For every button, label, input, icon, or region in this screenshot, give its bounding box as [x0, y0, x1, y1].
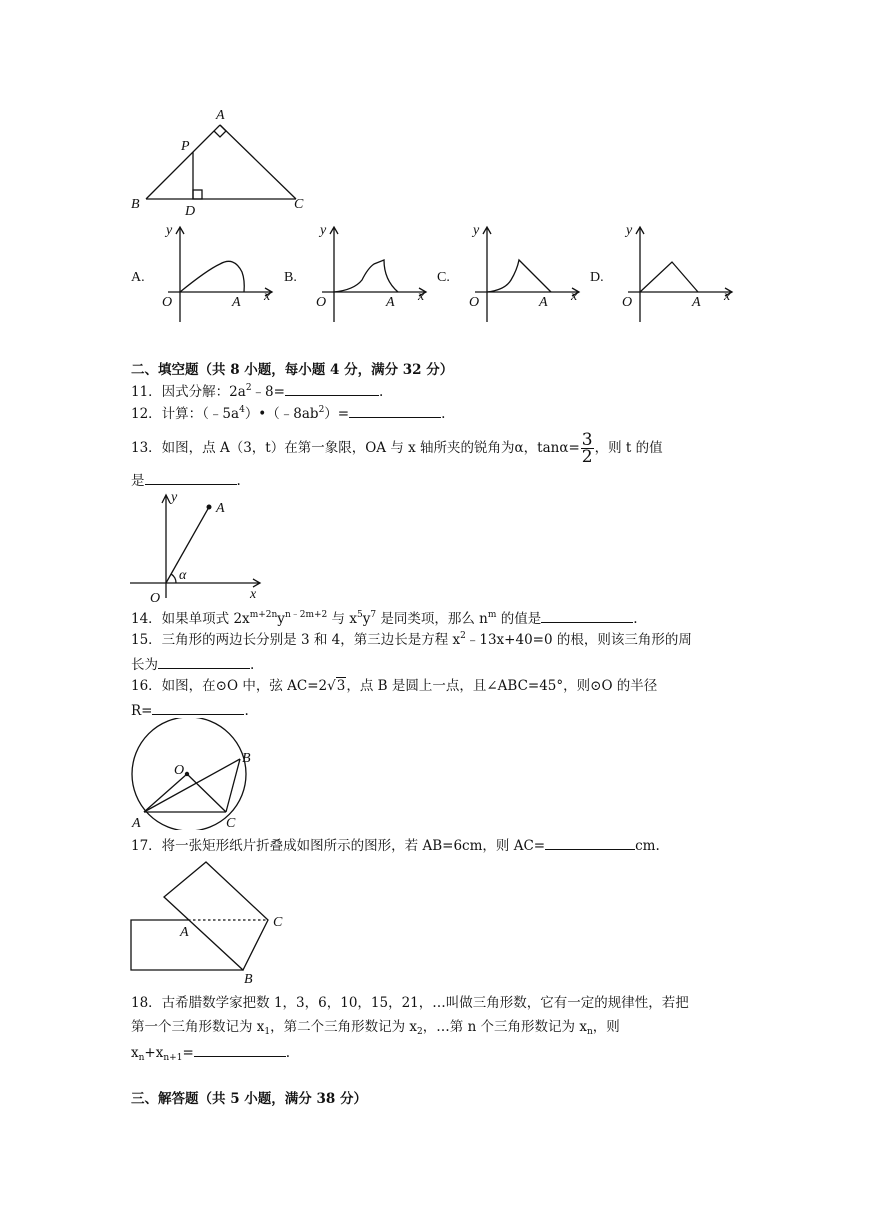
q18-l3-sub2: n+1	[163, 1053, 183, 1063]
question-13-line2	[131, 470, 241, 490]
x-axis-label: x	[724, 289, 731, 304]
q14-sup1: m+2n	[249, 610, 278, 620]
question-14	[131, 608, 638, 628]
alpha-label: α	[179, 568, 187, 583]
q14-mid3: y	[362, 611, 371, 627]
question-18	[131, 994, 689, 1012]
q14-blank	[541, 608, 633, 623]
y-axis-label: y	[626, 223, 633, 238]
y-axis-label: y	[473, 223, 480, 238]
option-b-graph	[306, 222, 431, 324]
origin-label: O	[622, 295, 633, 310]
q13-den: 2	[581, 447, 593, 467]
y-axis-label: y	[171, 490, 178, 505]
option-c-graph	[459, 222, 584, 324]
q13-line2: 是	[131, 473, 145, 489]
x-axis-label: x	[418, 289, 425, 304]
q14-mid5: 的值是	[496, 611, 542, 627]
q15-blank	[158, 654, 250, 669]
y-axis-label: y	[320, 223, 327, 238]
section-3-title: 三、解答题（共 5 小题，满分 38 分）	[131, 1091, 367, 1107]
q11-post: .	[378, 384, 384, 400]
y-axis-label: y	[166, 223, 173, 238]
q18-l3b: +x	[144, 1045, 164, 1061]
point-a-label: A	[180, 925, 189, 940]
q14-sup5: m	[487, 610, 497, 620]
q11-mid: ﹣8=	[251, 384, 285, 400]
question-15	[131, 631, 692, 649]
q14-text: 14．如果单项式 2x	[131, 611, 250, 627]
question-15-line2	[131, 654, 254, 674]
q12-text: 12．计算：（﹣5a	[131, 406, 240, 422]
q14-mid4: 是同类项，那么 n	[376, 611, 488, 627]
q18-line1: 18．古希腊数学家把数 1，3，6，10，15，21，…叫做三角形数，它有一定的规律性，若把	[131, 995, 689, 1011]
section-2-title: 二、填空题（共 8 小题，每小题 4 分，满分 32 分）	[131, 362, 454, 378]
question-18-line2	[131, 1018, 620, 1036]
q12-end: ）=	[324, 406, 350, 422]
q18-blank	[194, 1042, 286, 1057]
label-b: B	[131, 197, 140, 212]
q14-sup4: 7	[370, 610, 377, 620]
q16-line2: R=	[131, 703, 153, 719]
q18-sub1: 1	[264, 1027, 271, 1037]
q12-sup1: 4	[239, 405, 245, 415]
q13-blank	[145, 470, 237, 485]
point-a-label: A	[539, 295, 548, 310]
option-c-label: C.	[437, 270, 450, 285]
q12-sup2: 2	[318, 405, 325, 415]
option-b-label: B.	[284, 270, 297, 285]
triangle-figure	[128, 105, 313, 217]
question-17	[131, 835, 660, 855]
q18-l2c: ，…第 n 个三角形数记为 x	[422, 1019, 587, 1035]
point-a-label: A	[692, 295, 701, 310]
q14-mid1: y	[277, 611, 285, 627]
point-a-label: A	[132, 816, 141, 830]
q13-fraction	[581, 432, 594, 465]
q16-blank	[152, 700, 244, 715]
option-d-graph	[612, 222, 737, 324]
q17-blank	[545, 835, 635, 850]
label-a: A	[216, 108, 225, 123]
q18-l3c: =	[182, 1045, 194, 1061]
point-a-label: A	[216, 501, 225, 516]
q12-post: .	[441, 406, 446, 422]
q18-l2b: ，第二个三角形数记为 x	[270, 1019, 418, 1035]
q12-mid: ）•（﹣8ab	[244, 406, 319, 422]
label-d: D	[185, 204, 196, 217]
q14-mid2: 与 x	[327, 611, 357, 627]
point-b-label: B	[242, 751, 251, 766]
q15-post2: .	[250, 657, 255, 673]
q11-blank	[285, 381, 379, 396]
q15-post: ﹣13x+40=0 的根，则该三角形的周	[465, 632, 692, 648]
point-a-label: A	[386, 295, 395, 310]
q16-radicand: 3	[336, 678, 346, 694]
origin-label: O	[162, 295, 173, 310]
sqrt-symbol: √3	[327, 678, 346, 694]
label-c: C	[294, 197, 304, 212]
q15-line2: 长为	[131, 657, 158, 673]
q18-sub2: 2	[417, 1027, 423, 1037]
point-c-label: C	[273, 915, 283, 930]
point-a-label: A	[232, 295, 241, 310]
point-b-label: B	[244, 972, 253, 985]
q18-l2d: ，则	[592, 1019, 620, 1035]
q14-post: .	[633, 611, 638, 627]
q18-l3-sub1: n	[138, 1053, 145, 1063]
question-18-line3	[131, 1042, 290, 1062]
origin-label: O	[316, 295, 327, 310]
q14-sup2: n﹣2m+2	[284, 610, 328, 620]
q17-post: cm.	[635, 838, 660, 854]
q14-sup3: 5	[356, 610, 363, 620]
q16-figure	[128, 718, 258, 830]
question-12	[131, 403, 445, 423]
origin-label: O	[150, 591, 161, 606]
question-16-line2	[131, 700, 249, 720]
question-16	[131, 677, 657, 695]
q15-sup: 2	[460, 631, 466, 641]
q17-text: 17．将一张矩形纸片折叠成如图所示的图形，若 AB=6cm，则 AC=	[131, 838, 546, 854]
q16-post: ，点 B 是圆上一点，且∠ABC=45°，则⊙O 的半径	[346, 678, 658, 694]
option-a-graph	[152, 222, 277, 324]
question-11	[131, 381, 383, 401]
q13-post2: .	[236, 473, 241, 489]
q16-post2: .	[244, 703, 249, 719]
q12-blank	[349, 403, 441, 418]
q13-figure	[128, 490, 268, 608]
q18-sub3: n	[586, 1027, 593, 1037]
q13-text: 13．如图，点 A（3，t）在第一象限，OA 与 x 轴所夹的锐角为α，tanα=	[131, 440, 580, 456]
question-13	[131, 432, 663, 465]
x-axis-label: x	[571, 289, 578, 304]
label-p: P	[181, 139, 190, 154]
q18-l3a: x	[131, 1045, 139, 1061]
option-d-label: D.	[590, 270, 604, 285]
q11-sup: 2	[245, 383, 252, 393]
point-c-label: C	[226, 816, 236, 830]
q17-figure	[128, 860, 288, 985]
q11-text: 11．因式分解：2a	[131, 384, 246, 400]
q18-l2a: 第一个三角形数记为 x	[131, 1019, 265, 1035]
x-axis-label: x	[264, 289, 271, 304]
q18-post: .	[285, 1045, 291, 1061]
origin-label: O	[469, 295, 480, 310]
x-axis-label: x	[250, 587, 257, 602]
q15-text: 15．三角形的两边长分别是 3 和 4，第三边长是方程 x	[131, 632, 461, 648]
q16-text: 16．如图，在⊙O 中，弦 AC=2	[131, 678, 328, 694]
option-a-label: A.	[131, 270, 145, 285]
center-o-label: O	[174, 763, 185, 778]
q13-post: ，则 t 的值	[594, 440, 663, 456]
q13-num: 3	[581, 430, 593, 450]
